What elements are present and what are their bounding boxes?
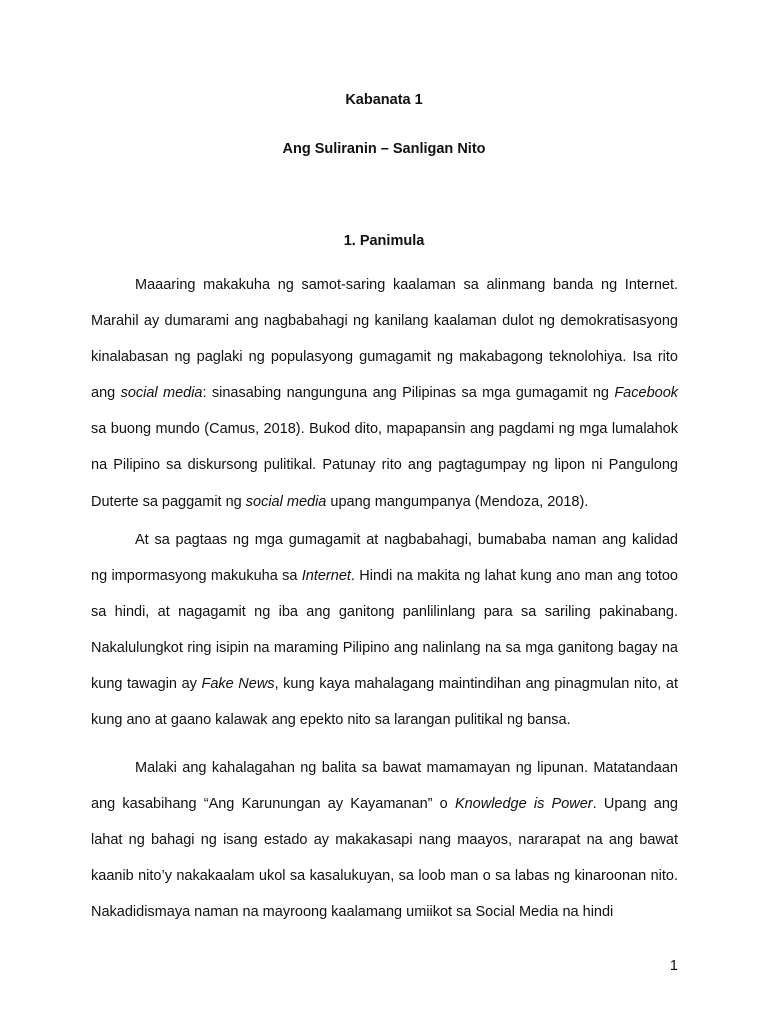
paragraph bbox=[91, 750, 678, 930]
text-run: . Hindi na makita ng lahat kung ano man ang totoo sa hindi, at nagagamit ng iba ang ganitong panlilinlang para sa sariling pakinabang. Nakalulungkot ring isipin na maraming Pilipino ang nalinlang na sa mga ganitong bagay na kung tawagin ay bbox=[91, 568, 678, 693]
text-run: : sinasabing nangunguna ang Pilipinas sa mga gumagamit ng bbox=[202, 385, 615, 402]
text-run: upang mangumpanya (Mendoza, 2018). bbox=[326, 493, 589, 510]
paragraph bbox=[91, 267, 678, 520]
text-run: At sa pagtaas ng mga gumagamit at nagbabahagi, bumababa naman ang kalidad ng impormasyong makukuha sa bbox=[91, 532, 678, 585]
chapter-heading: Kabanata 1 bbox=[345, 92, 423, 108]
italic-run: social media bbox=[120, 385, 203, 402]
section-heading: 1. Panimula bbox=[343, 233, 425, 249]
italic-run: social media bbox=[245, 493, 327, 510]
text-run: Maaaring makakuha ng samot-saring kaalaman sa alinmang banda ng Internet. Marahil ay dumarami ang nagbabahagi ng kanilang kaalaman dulot ng demokratisasyong kinalabasan ng paglaki ng populasyong gumagamit ng makabagong teknolohiya. Isa rito ang bbox=[91, 277, 678, 402]
italic-run: Knowledge is Power bbox=[454, 796, 593, 813]
text-run: . Upang ang lahat ng bahagi ng isang estado ay makakasapi nang maayos, nararapat na ang bawat kaanib nito’y nakakaalam ukol sa kasalukuyan, sa loob man o sa labas ng kinaroonan nito. Nakadidismaya naman na mayroong kaalamang umiikot sa Social Media na hindi bbox=[91, 796, 678, 921]
paragraph bbox=[91, 522, 678, 739]
italic-run: Fake News bbox=[201, 676, 275, 693]
page-number: 1 bbox=[669, 958, 678, 974]
italic-run: Internet bbox=[301, 568, 351, 585]
italic-run: Facebook bbox=[614, 385, 679, 402]
chapter-title: Ang Suliranin – Sanligan Nito bbox=[282, 141, 486, 157]
text-run: Malaki ang kahalagahan ng balita sa bawat mamamayan ng lipunan. Matatandaan ang kasabihang “Ang Karunungan ay Kayamanan” o bbox=[91, 760, 678, 813]
text-run: sa buong mundo (Camus, 2018). Bukod dito, mapapansin ang pagdami ng mga lumalahok na Pilipino sa diskursong pulitikal. Patunay rito ang pagtagumpay ng lipon ni Pangulong Duterte sa paggamit ng bbox=[91, 421, 678, 510]
text-run: , kung kaya mahalagang maintindihan ang pinagmulan nito, at kung ano at gaano kalawak ang epekto nito sa larangan pulitikal ng bansa. bbox=[91, 676, 678, 729]
